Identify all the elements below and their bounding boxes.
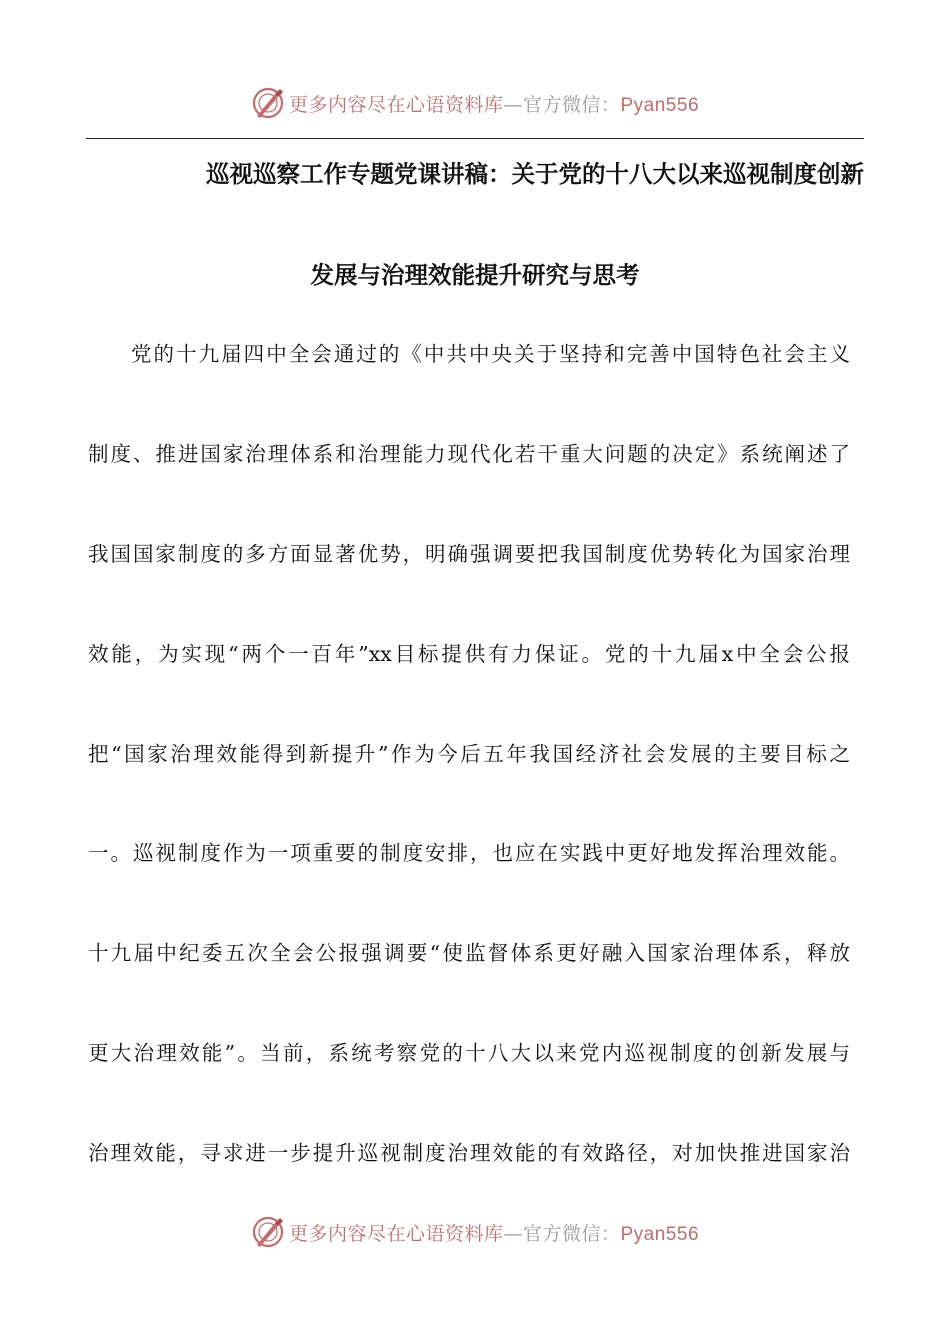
body-line-9: 治理效能，寻求进一步提升巡视制度治理效能的有效路径，对加快推进国家治: [88, 1141, 850, 1165]
body-line-6: 一。巡视制度作为一项重要的制度安排，也应在实践中更好地发挥治理效能。: [88, 841, 850, 865]
body-line-5: 把“国家治理效能得到新提升”作为今后五年我国经济社会发展的主要目标之: [88, 742, 850, 766]
header-banner: [0, 83, 950, 123]
header-banner-main: 更多内容尽在心语资料库: [288, 93, 504, 116]
body-line-3: 我国国家制度的多方面显著优势，明确强调要把我国制度优势转化为国家治理: [88, 542, 850, 566]
pen-circle-logo-icon: [251, 86, 285, 120]
body-line-1: 党的十九届四中全会通过的《中共中央关于坚持和完善中国特色社会主义: [131, 342, 850, 366]
footer-banner-separator: —官方微信：: [503, 1222, 621, 1245]
document-title-line-2: 发展与治理效能提升研究与思考: [310, 261, 640, 289]
body-line-4: 效能，为实现“两个一百年”xx目标提供有力保证。党的十九届x中全会公报: [88, 642, 850, 666]
body-line-2: 制度、推进国家治理体系和治理能力现代化若干重大问题的决定》系统阐述了: [88, 442, 850, 466]
footer-banner: [0, 1212, 950, 1252]
footer-banner-wechat-id: Pyan556: [620, 1223, 700, 1245]
body-line-7: 十九届中纪委五次全会公报强调要“使监督体系更好融入国家治理体系，释放: [88, 941, 850, 965]
header-banner-wechat-id: Pyan556: [620, 94, 700, 116]
header-banner-separator: —官方微信：: [503, 93, 621, 116]
pen-circle-logo-icon: [251, 1215, 285, 1249]
header-banner-text: [289, 90, 699, 117]
header-divider: [86, 138, 864, 139]
body-line-8: 更大治理效能”。当前，系统考察党的十八大以来党内巡视制度的创新发展与: [88, 1041, 850, 1065]
footer-banner-main: 更多内容尽在心语资料库: [288, 1222, 504, 1245]
footer-banner-text: [289, 1219, 699, 1246]
document-title-line-1: 巡视巡察工作专题党课讲稿：关于党的十八大以来巡视制度创新: [206, 160, 864, 188]
